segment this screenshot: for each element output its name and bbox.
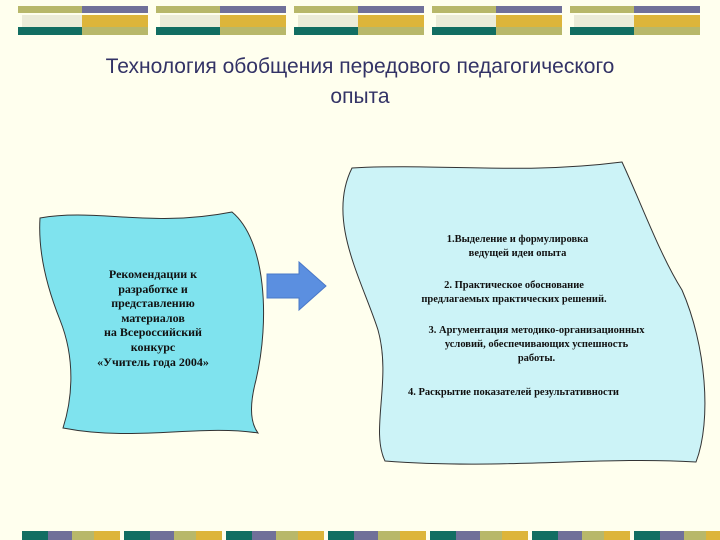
left-scroll-line: Рекомендации к <box>108 267 198 281</box>
header-block <box>156 6 286 35</box>
right-arrow-icon <box>267 262 326 310</box>
step-item-3 <box>394 324 679 366</box>
step-item-line: условий, обеспечивающих успешность <box>444 339 629 350</box>
step-item-line: предлагаемых практических решений. <box>421 294 607 305</box>
left-scroll-text <box>78 267 228 369</box>
step-item-line: 2. Практическое обоснование <box>444 280 584 291</box>
footer-block <box>124 531 222 540</box>
left-scroll-line: материалов <box>121 310 185 325</box>
header-decor-band <box>18 6 700 35</box>
step-item-line: работы. <box>517 353 556 364</box>
step-item-2 <box>394 279 634 307</box>
header-block <box>570 6 700 35</box>
header-block <box>294 6 424 35</box>
footer-block <box>226 531 324 540</box>
left-scroll-line: конкурс <box>130 339 176 354</box>
page-title <box>40 52 680 112</box>
footer-decor-band <box>22 531 720 540</box>
header-block <box>432 6 562 35</box>
left-scroll-line: разработке и <box>118 281 188 296</box>
step-item-line: ведущей идеи опыта <box>468 248 567 259</box>
left-scroll-line: на Всероссийский <box>104 325 202 340</box>
footer-block <box>532 531 630 540</box>
footer-block <box>22 531 120 540</box>
step-item-line: 3. Аргументация методико-организационных <box>428 325 645 336</box>
right-scroll-shape <box>343 162 705 464</box>
step-item-line: 4. Раскрытие показателей результативности <box>408 387 619 398</box>
page-title-line-1: Технология обобщения передового педагогического <box>105 55 615 78</box>
page-title-line-2: опыта <box>330 85 390 108</box>
step-item-1 <box>415 233 620 261</box>
footer-block <box>328 531 426 540</box>
left-scroll-line: представлению <box>111 296 195 311</box>
left-scroll-line: «Учитель года 2004» <box>97 354 209 369</box>
step-item-4 <box>408 386 678 400</box>
step-item-line: 1.Выделение и формулировка <box>446 234 589 245</box>
header-block <box>18 6 148 35</box>
footer-block <box>430 531 528 540</box>
footer-block <box>634 531 720 540</box>
